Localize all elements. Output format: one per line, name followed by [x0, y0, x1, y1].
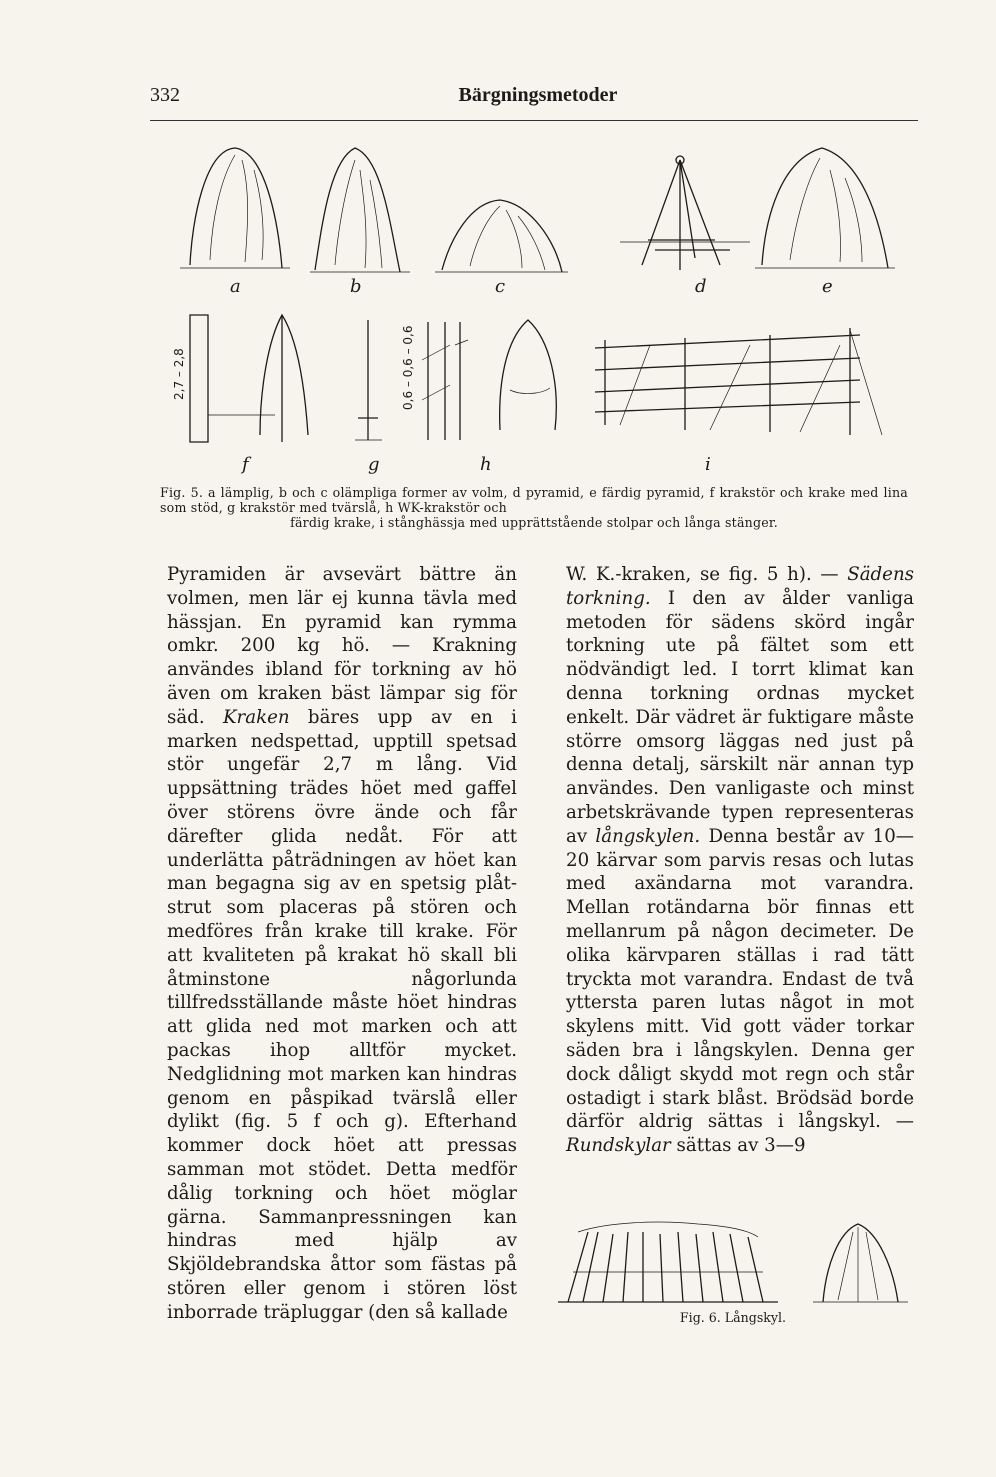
text-run: sättas av 3—9 [670, 1135, 806, 1157]
text-run: I den av ålder vanliga metoden för sädens skörd ingår torkning ute på fältet som ett nödvändigt led. I torrt klimat kan denna torkning ordnas mycket enkelt. Där vädret är fuktigare måste större omsorg läggas ned just på denna detalj, särskilt när annan typ användes. Den vanligaste och minst arbetskrävande typen representeras av [566, 587, 914, 847]
text-run: Denna består av 10—20 kärvar som parvis resas och lutas med axändarna mot varandra. Mellan rotändarna bör finnas ett mellanrum på någon decimeter. De olika kärvparen ställas i rad tätt tryckta mot varandra. Endast de två yttersta paren lutas något in mot skylens mitt. Vid gott väder torkar säden bra i långskylen. Denna ger dock dåligt skydd mot regn och står ostadigt i stark blåst. Brödsäd borde därför aldrig sättas i långskyl. — [566, 825, 914, 1133]
stanghassja-i-illustration [595, 328, 882, 435]
text-run: bäres upp av en i marken nedspettad, upptill spetsad stör ungefär 2,7 m lång. Vid uppsättning trädes höet med gaffel över störens övre ände och får därefter glida nedåt. För att underlätta påträdningen av höet kan man begagna sig av en spetsig plåt-strut som placeras på stören och medföres från krake till krake. För att kvaliteten på krakat hö skall bli åtminstone någorlunda tillfredsställande måste höet hindras att glida ned mot marken och att packas ihop alltför mycket. Nedglidning mot marken kan hindras genom en påspikad tvärslå eller dylikt (fig. 5 f och g). Efterhand kommer dock höet att pressas samman mot stödet. Detta medför dålig torkning och höet möglar gärna. Sammanpressningen kan hindras med hjälp av Skjöldebrandska åttor som fästas på stören eller genom i stören löst inborrade träpluggar (den så kallade [167, 706, 517, 1323]
text-run: W. K.-kraken, se fig. 5 h). — [566, 564, 848, 585]
running-head: Bärgningsmetoder [458, 84, 618, 106]
header-rule [150, 120, 918, 121]
page-number: 332 [150, 84, 180, 106]
pyramid-e-illustration [755, 148, 895, 268]
label-e: e [822, 276, 833, 297]
label-f: f [242, 454, 249, 475]
label-c: c [495, 276, 506, 297]
label-h: h [480, 454, 492, 475]
haystack-c-illustration [435, 200, 568, 272]
rundskyl-illustration [813, 1224, 908, 1302]
krakstor-f-illustration [172, 315, 308, 442]
body-text-right-column [566, 563, 914, 1158]
figure-5-caption-text: Fig. 5. a lämplig, b och c olämpliga former av volm, d pyramid, e färdig pyramid, f krakstör och krake med lina som stöd, g krakstör med tvärslå, h WK-krakstör och [160, 485, 908, 515]
figure-5-drawing [150, 130, 918, 480]
dimension-f: 2,7 – 2,8 [172, 348, 186, 400]
figure-6-caption: Fig. 6. Långskyl. [679, 1310, 787, 1325]
figure-5-caption-last-line: färdig krake, i stånghässja med upprättstående stolpar och långa stänger. [290, 515, 778, 530]
body-text-left-column [167, 563, 517, 1325]
label-g: g [368, 454, 380, 475]
italic-term: Rundskylar [566, 1135, 671, 1157]
langskyl-illustration [558, 1222, 778, 1302]
label-d: d [695, 276, 707, 297]
body-paragraph-right [566, 563, 914, 1158]
haystack-b-illustration [310, 148, 410, 272]
dimension-g: 0,6 – 0,6 – 0,6 [401, 325, 415, 410]
haystack-a-illustration [180, 148, 290, 268]
text-run: Pyramiden är avsevärt bättre än volmen, men lär ej kunna tävla med hässjan. En pyramid kan rymma omkr. 200 kg hö. — Krakning användes ibland för torkning av hö även om kraken bäst lämpar sig för säd. [167, 564, 517, 728]
italic-term: långskylen. [595, 825, 701, 847]
figure-6-drawing [548, 1212, 918, 1312]
italic-term: Kraken [222, 706, 290, 728]
wk-krakstor-h-illustration [422, 320, 556, 440]
label-i: i [705, 454, 711, 475]
krakstor-g-illustration [355, 320, 415, 440]
label-a: a [230, 276, 241, 297]
body-paragraph-left [167, 563, 517, 1325]
pyramid-d-illustration [620, 156, 750, 270]
italic-term: Sädens torkning. [566, 564, 914, 609]
figure-5-caption [160, 485, 908, 530]
figure-6 [548, 1212, 918, 1312]
label-b: b [350, 276, 362, 297]
figure-5 [150, 130, 918, 480]
